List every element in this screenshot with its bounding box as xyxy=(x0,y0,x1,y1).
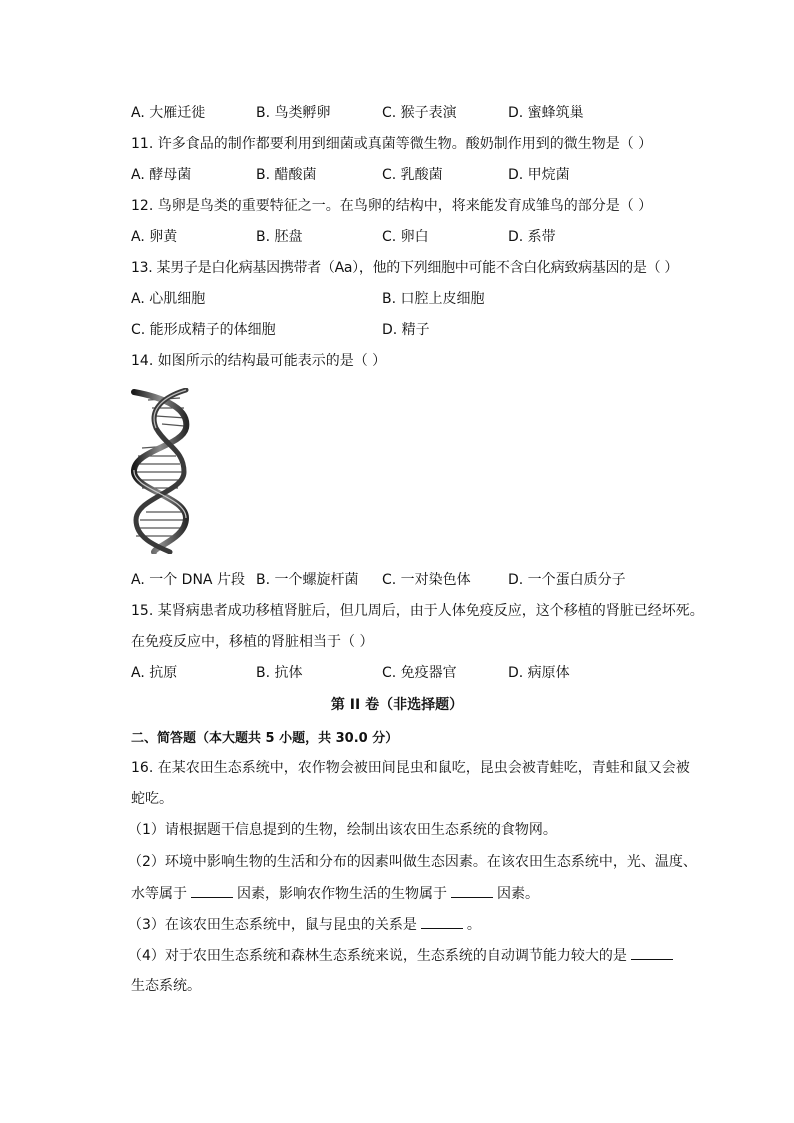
q16-part4-line2: 生态系统。 xyxy=(131,978,201,994)
q16-part2-line2 xyxy=(131,883,539,904)
q16-part2-text-c: 因素。 xyxy=(497,886,539,902)
answer-blank[interactable] xyxy=(631,945,673,960)
q14-option-a: A. 一个 DNA 片段 xyxy=(131,572,245,588)
q11-option-a: A. 酵母菌 xyxy=(131,167,192,183)
q16-part3-text-a: （3）在该农田生态系统中，鼠与昆虫的关系是 xyxy=(128,917,417,933)
q16-part2-line1: （2）环境中影响生物的生活和分布的因素叫做生态因素。在该农田生态系统中，光、温度、 xyxy=(128,854,697,870)
q15-option-c: C. 免疫器官 xyxy=(382,665,457,681)
q14-stem: 14. 如图所示的结构最可能表示的是（ ） xyxy=(131,353,387,369)
q11-option-c: C. 乳酸菌 xyxy=(382,167,443,183)
q12-option-a: A. 卵黄 xyxy=(131,229,178,245)
q15-option-d: D. 病原体 xyxy=(508,665,570,681)
q16-part2-text-b: 因素，影响农作物生活的生物属于 xyxy=(237,886,447,902)
q15-stem-line2: 在免疫反应中，移植的肾脏相当于（ ） xyxy=(131,634,374,650)
q16-part4-text-a: （4）对于农田生态系统和森林生态系统来说，生态系统的自动调节能力较大的是 xyxy=(128,948,627,964)
q10-option-d: D. 蜜蜂筑巢 xyxy=(508,105,584,121)
q12-option-c: C. 卵白 xyxy=(382,229,429,245)
q16-part4-line1 xyxy=(128,945,677,966)
q15-option-a: A. 抗原 xyxy=(131,665,178,681)
q11-option-b: B. 醋酸菌 xyxy=(256,167,317,183)
part2-title: 第 II 卷（非选择题） xyxy=(330,697,464,713)
q16-stem-line1: 16. 在某农田生态系统中，农作物会被田间昆虫和鼠吃，昆虫会被青蛙吃，青蛙和鼠又会被 xyxy=(131,760,690,776)
q13-option-b: B. 口腔上皮细胞 xyxy=(382,291,485,307)
q12-option-b: B. 胚盘 xyxy=(256,229,303,245)
q16-part3-text-b: 。 xyxy=(466,917,481,933)
q10-option-c: C. 猴子表演 xyxy=(382,105,457,121)
q16-part2-text-a: 水等属于 xyxy=(131,886,187,902)
q16-part3 xyxy=(128,914,481,935)
q14-option-d: D. 一个蛋白质分子 xyxy=(508,572,626,588)
q15-stem-line1: 15. 某肾病患者成功移植肾脏后，但几周后，由于人体免疫反应，这个移植的肾脏已经坏死。 xyxy=(131,603,704,619)
q11-option-d: D. 甲烷菌 xyxy=(508,167,570,183)
answer-blank[interactable] xyxy=(191,883,233,898)
q14-option-c: C. 一对染色体 xyxy=(382,572,471,588)
q12-stem: 12. 鸟卵是鸟类的重要特征之一。在鸟卵的结构中，将来能发育成雏鸟的部分是（ ） xyxy=(131,198,653,214)
q13-stem: 13. 某男子是白化病基因携带者（Aa），他的下列细胞中可能不含白化病致病基因的是（ ） xyxy=(131,260,679,276)
q16-stem-line2: 蛇吃。 xyxy=(131,791,173,807)
q12-option-d: D. 系带 xyxy=(508,229,556,245)
q15-option-b: B. 抗体 xyxy=(256,665,303,681)
q16-part1: （1）请根据题干信息提到的生物，绘制出该农田生态系统的食物网。 xyxy=(128,822,557,838)
q13-option-c: C. 能形成精子的体细胞 xyxy=(131,322,276,338)
answer-blank[interactable] xyxy=(451,883,493,898)
dna-double-helix-figure xyxy=(126,388,198,554)
section2-heading: 二、简答题（本大题共 5 小题，共 30.0 分） xyxy=(131,731,399,746)
q14-option-b: B. 一个螺旋杆菌 xyxy=(256,572,359,588)
q10-option-a: A. 大雁迁徙 xyxy=(131,105,206,121)
q10-option-b: B. 鸟类孵卵 xyxy=(256,105,331,121)
q11-stem: 11. 许多食品的制作都要利用到细菌或真菌等微生物。酸奶制作用到的微生物是（ ） xyxy=(131,136,653,152)
q13-option-a: A. 心肌细胞 xyxy=(131,291,206,307)
q13-option-d: D. 精子 xyxy=(382,322,430,338)
answer-blank[interactable] xyxy=(421,914,463,929)
